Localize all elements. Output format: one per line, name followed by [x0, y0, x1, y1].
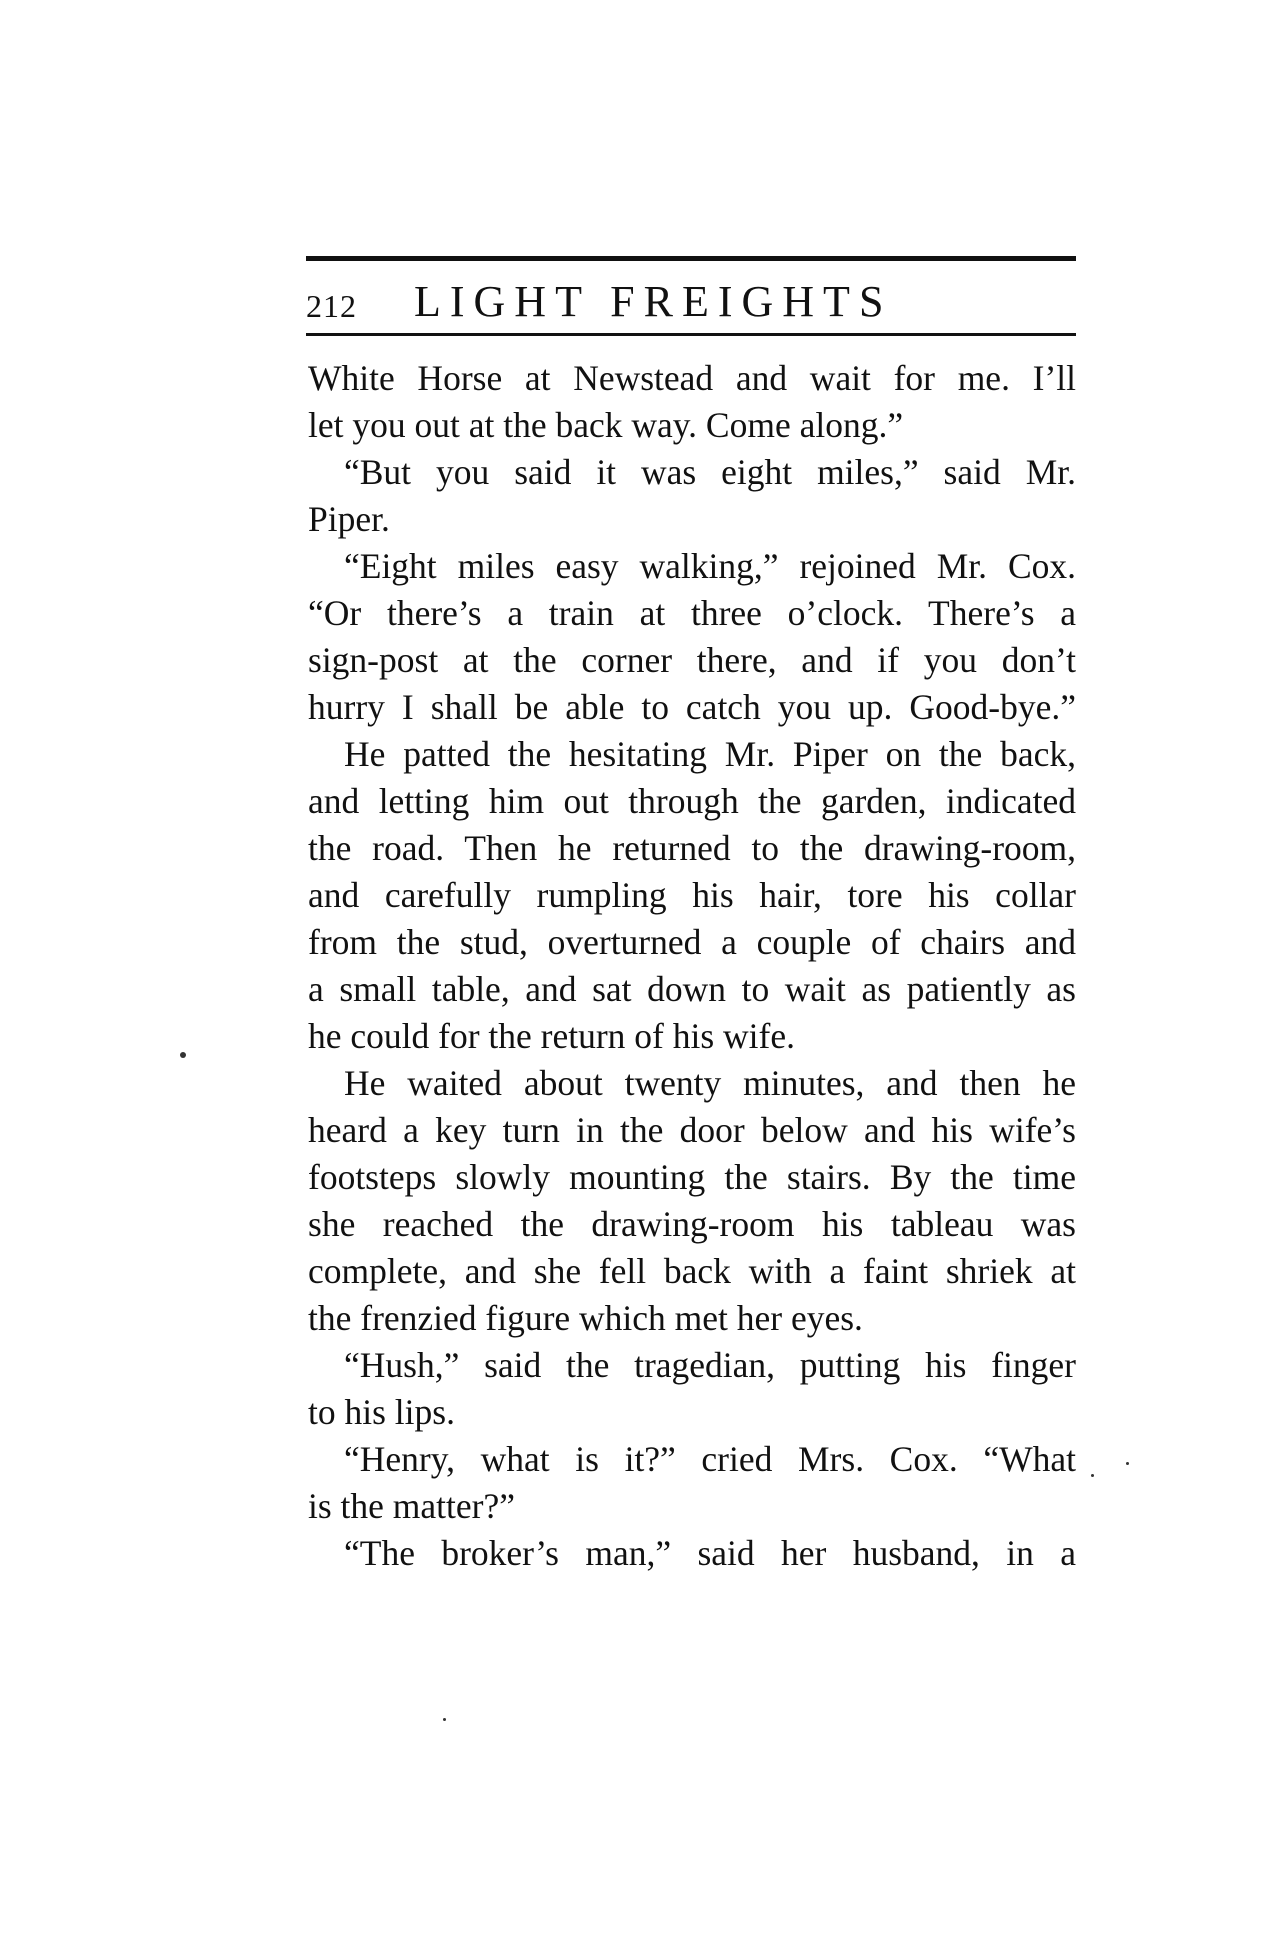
print-speck [1091, 1474, 1094, 1477]
text-line: White Horse at Newstead and wait for me. I’ll [308, 358, 1076, 398]
text-line: a small table, and sat down to wait as patiently as [308, 969, 1076, 1009]
text-line: and carefully rumpling his hair, tore his collar [308, 875, 1076, 915]
text-line: He patted the hesitating Mr. Piper on the back, [344, 734, 1076, 774]
text-line: the road. Then he returned to the drawing-room, [308, 828, 1076, 868]
print-speck [180, 1052, 186, 1058]
text-line: “But you said it was eight miles,” said Mr. [344, 452, 1076, 492]
text-line: sign-post at the corner there, and if you don’t [308, 640, 1076, 680]
text-line: Piper. [308, 499, 390, 539]
print-speck [443, 1718, 446, 1721]
header-rule-top [306, 256, 1076, 261]
text-line: hurry I shall be able to catch you up. Good-bye.” [308, 687, 1076, 727]
text-line: “Henry, what is it?” cried Mrs. Cox. “What [344, 1439, 1076, 1479]
text-line: to his lips. [308, 1392, 455, 1432]
text-line: the frenzied figure which met her eyes. [308, 1298, 863, 1338]
text-line: “Hush,” said the tragedian, putting his finger [344, 1345, 1076, 1385]
text-line: he could for the return of his wife. [308, 1016, 795, 1056]
print-speck [1126, 1462, 1129, 1465]
text-line: and letting him out through the garden, indicated [308, 781, 1076, 821]
text-line: He waited about twenty minutes, and then he [344, 1063, 1076, 1103]
text-line: heard a key turn in the door below and his wife’s [308, 1110, 1076, 1150]
text-line: is the matter?” [308, 1486, 515, 1526]
page-header [306, 268, 1076, 330]
text-line: she reached the drawing-room his tableau was [308, 1204, 1076, 1244]
page-number: 212 [306, 288, 357, 324]
text-line: from the stud, overturned a couple of chairs and [308, 922, 1076, 962]
text-line: “Eight miles easy walking,” rejoined Mr. Cox. [344, 546, 1076, 586]
text-line: footsteps slowly mounting the stairs. By the time [308, 1157, 1076, 1197]
text-line: “Or there’s a train at three o’clock. There’s a [308, 593, 1076, 633]
header-rule-bottom [306, 333, 1076, 336]
running-head: LIGHT FREIGHTS [414, 277, 893, 326]
text-line: complete, and she fell back with a faint shriek at [308, 1251, 1076, 1291]
text-line: let you out at the back way. Come along.” [308, 405, 904, 445]
text-line: “The broker’s man,” said her husband, in a [344, 1533, 1076, 1573]
